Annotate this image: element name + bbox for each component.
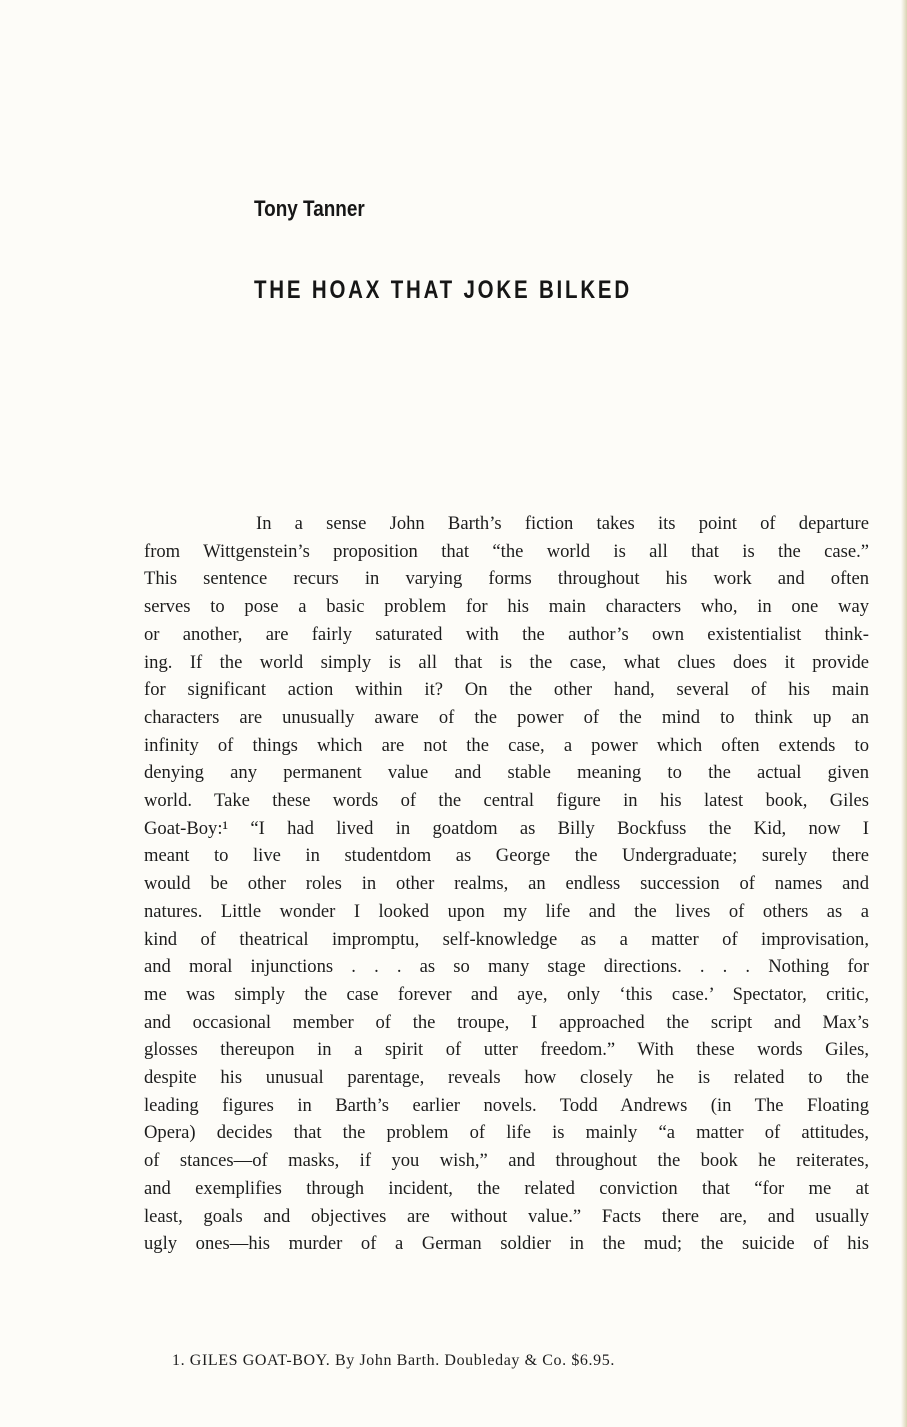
- body-line: ing. If the world simply is all that is the case, what clues does it provide: [144, 651, 869, 673]
- body-line: kind of theatrical impromptu, self-knowledge as a matter of improvisation,: [144, 928, 869, 950]
- article-title: THE HOAX THAT JOKE BILKED: [254, 276, 632, 304]
- body-line: Opera) decides that the problem of life is mainly “a matter of attitudes,: [144, 1122, 869, 1144]
- body-line: In a sense John Barth’s fiction takes its point of departure: [256, 513, 869, 534]
- body-line: world. Take these words of the central figure in his latest book, Giles: [144, 790, 869, 812]
- body-line: infinity of things which are not the case, a power which often extends to: [144, 734, 869, 756]
- body-line: for significant action within it? On the other hand, several of his main: [144, 679, 869, 701]
- body-line: meant to live in studentdom as George the Undergraduate; surely there: [144, 845, 869, 867]
- body-line: and occasional member of the troupe, I approached the script and Max’s: [144, 1011, 869, 1033]
- body-line: denying any permanent value and stable meaning to the actual given: [144, 762, 869, 784]
- author-name: Tony Tanner: [254, 196, 365, 221]
- body-line: Goat-Boy:¹ “I had lived in goatdom as Billy Bockfuss the Kid, now I: [144, 817, 869, 839]
- body-line: and moral injunctions . . . as so many stage directions. . . . Nothing for: [144, 956, 869, 978]
- body-line: least, goals and objectives are without value.” Facts there are, and usually: [144, 1205, 869, 1227]
- body-line: me was simply the case forever and aye, only ‘this case.’ Spectator, critic,: [144, 983, 869, 1005]
- body-line: from Wittgenstein’s proposition that “the world is all that is the case.”: [144, 540, 869, 562]
- page-edge: [901, 0, 907, 1427]
- body-line: and exemplifies through incident, the related conviction that “for me at: [144, 1177, 869, 1199]
- article-body: [144, 510, 869, 1258]
- body-line: glosses thereupon in a spirit of utter freedom.” With these words Giles,: [144, 1039, 869, 1061]
- body-line: ugly ones—his murder of a German soldier in the mud; the suicide of his: [144, 1233, 869, 1255]
- body-line: leading figures in Barth’s earlier novels. Todd Andrews (in The Floating: [144, 1094, 869, 1116]
- body-line: would be other roles in other realms, an endless succession of names and: [144, 873, 869, 895]
- body-line: This sentence recurs in varying forms throughout his work and often: [144, 568, 869, 590]
- body-line: serves to pose a basic problem for his main characters who, in one way: [144, 596, 869, 618]
- body-line: or another, are fairly saturated with the author’s own existentialist think-: [144, 623, 869, 645]
- footnote: 1. GILES GOAT-BOY. By John Barth. Doubleday & Co. $6.95.: [172, 1352, 615, 1369]
- body-line: natures. Little wonder I looked upon my life and the lives of others as a: [144, 900, 869, 922]
- body-line: despite his unusual parentage, reveals how closely he is related to the: [144, 1067, 869, 1089]
- body-line: of stances—of masks, if you wish,” and throughout the book he reiterates,: [144, 1150, 869, 1172]
- body-line: characters are unusually aware of the power of the mind to think up an: [144, 706, 869, 728]
